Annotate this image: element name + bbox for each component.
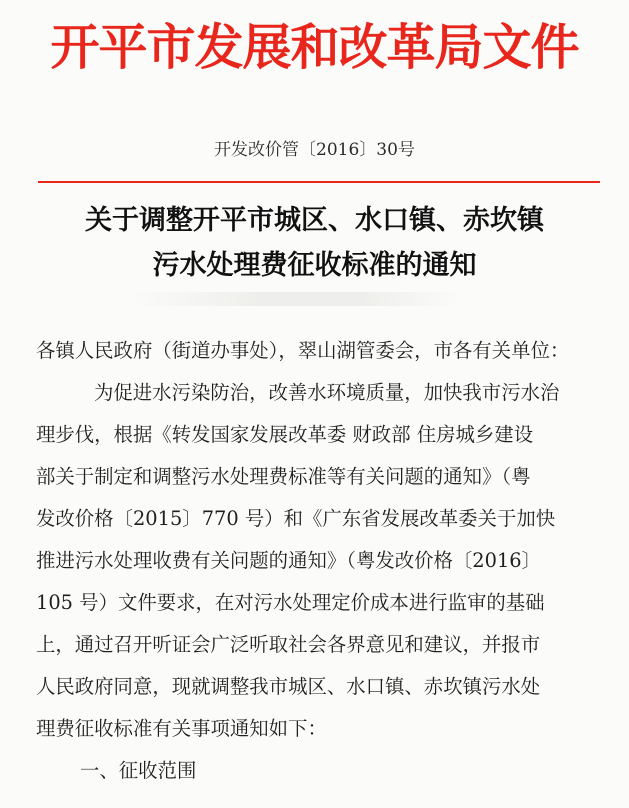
document-title-line-1: 关于调整开平市城区、水口镇、赤坎镇 — [85, 205, 544, 236]
body-line: 理步伐，根据《转发国家发展改革委 财政部 住房城乡建设 — [36, 423, 534, 446]
issuing-authority-header: 开平市发展和改革局文件 — [50, 18, 579, 76]
body-line: 上，通过召开听证会广泛听取社会各界意见和建议，并报市 — [36, 633, 541, 656]
body-line: 推进污水处理收费有关问题的通知》（粤发改价格〔2016〕 — [36, 549, 542, 572]
document-number: 开发改价管〔2016〕30号 — [214, 140, 415, 160]
document-body — [36, 330, 596, 792]
body-line: 为促进水污染防治，改善水环境质量，加快我市污水治 — [94, 381, 560, 404]
body-line: 理费征收标准有关事项通知如下： — [36, 717, 327, 740]
body-line: 人民政府同意，现就调整我市城区、水口镇、赤坎镇污水处 — [36, 675, 541, 698]
scan-artifact — [130, 292, 460, 306]
section-heading: 一、征收范围 — [80, 759, 197, 782]
body-line: 部关于制定和调整污水处理费标准等有关问题的通知》（粤 — [36, 465, 531, 488]
salutation: 各镇人民政府（街道办事处），翠山湖管委会，市各有关单位： — [36, 339, 570, 362]
body-line: 105 号）文件要求，在对污水处理定价成本进行监审的基础 — [36, 591, 545, 614]
red-divider-line — [38, 181, 600, 183]
body-line: 发改价格〔2015〕770 号）和《广东省发展改革委关于加快 — [36, 507, 556, 530]
document-title-line-2: 污水处理费征收标准的通知 — [152, 250, 477, 281]
